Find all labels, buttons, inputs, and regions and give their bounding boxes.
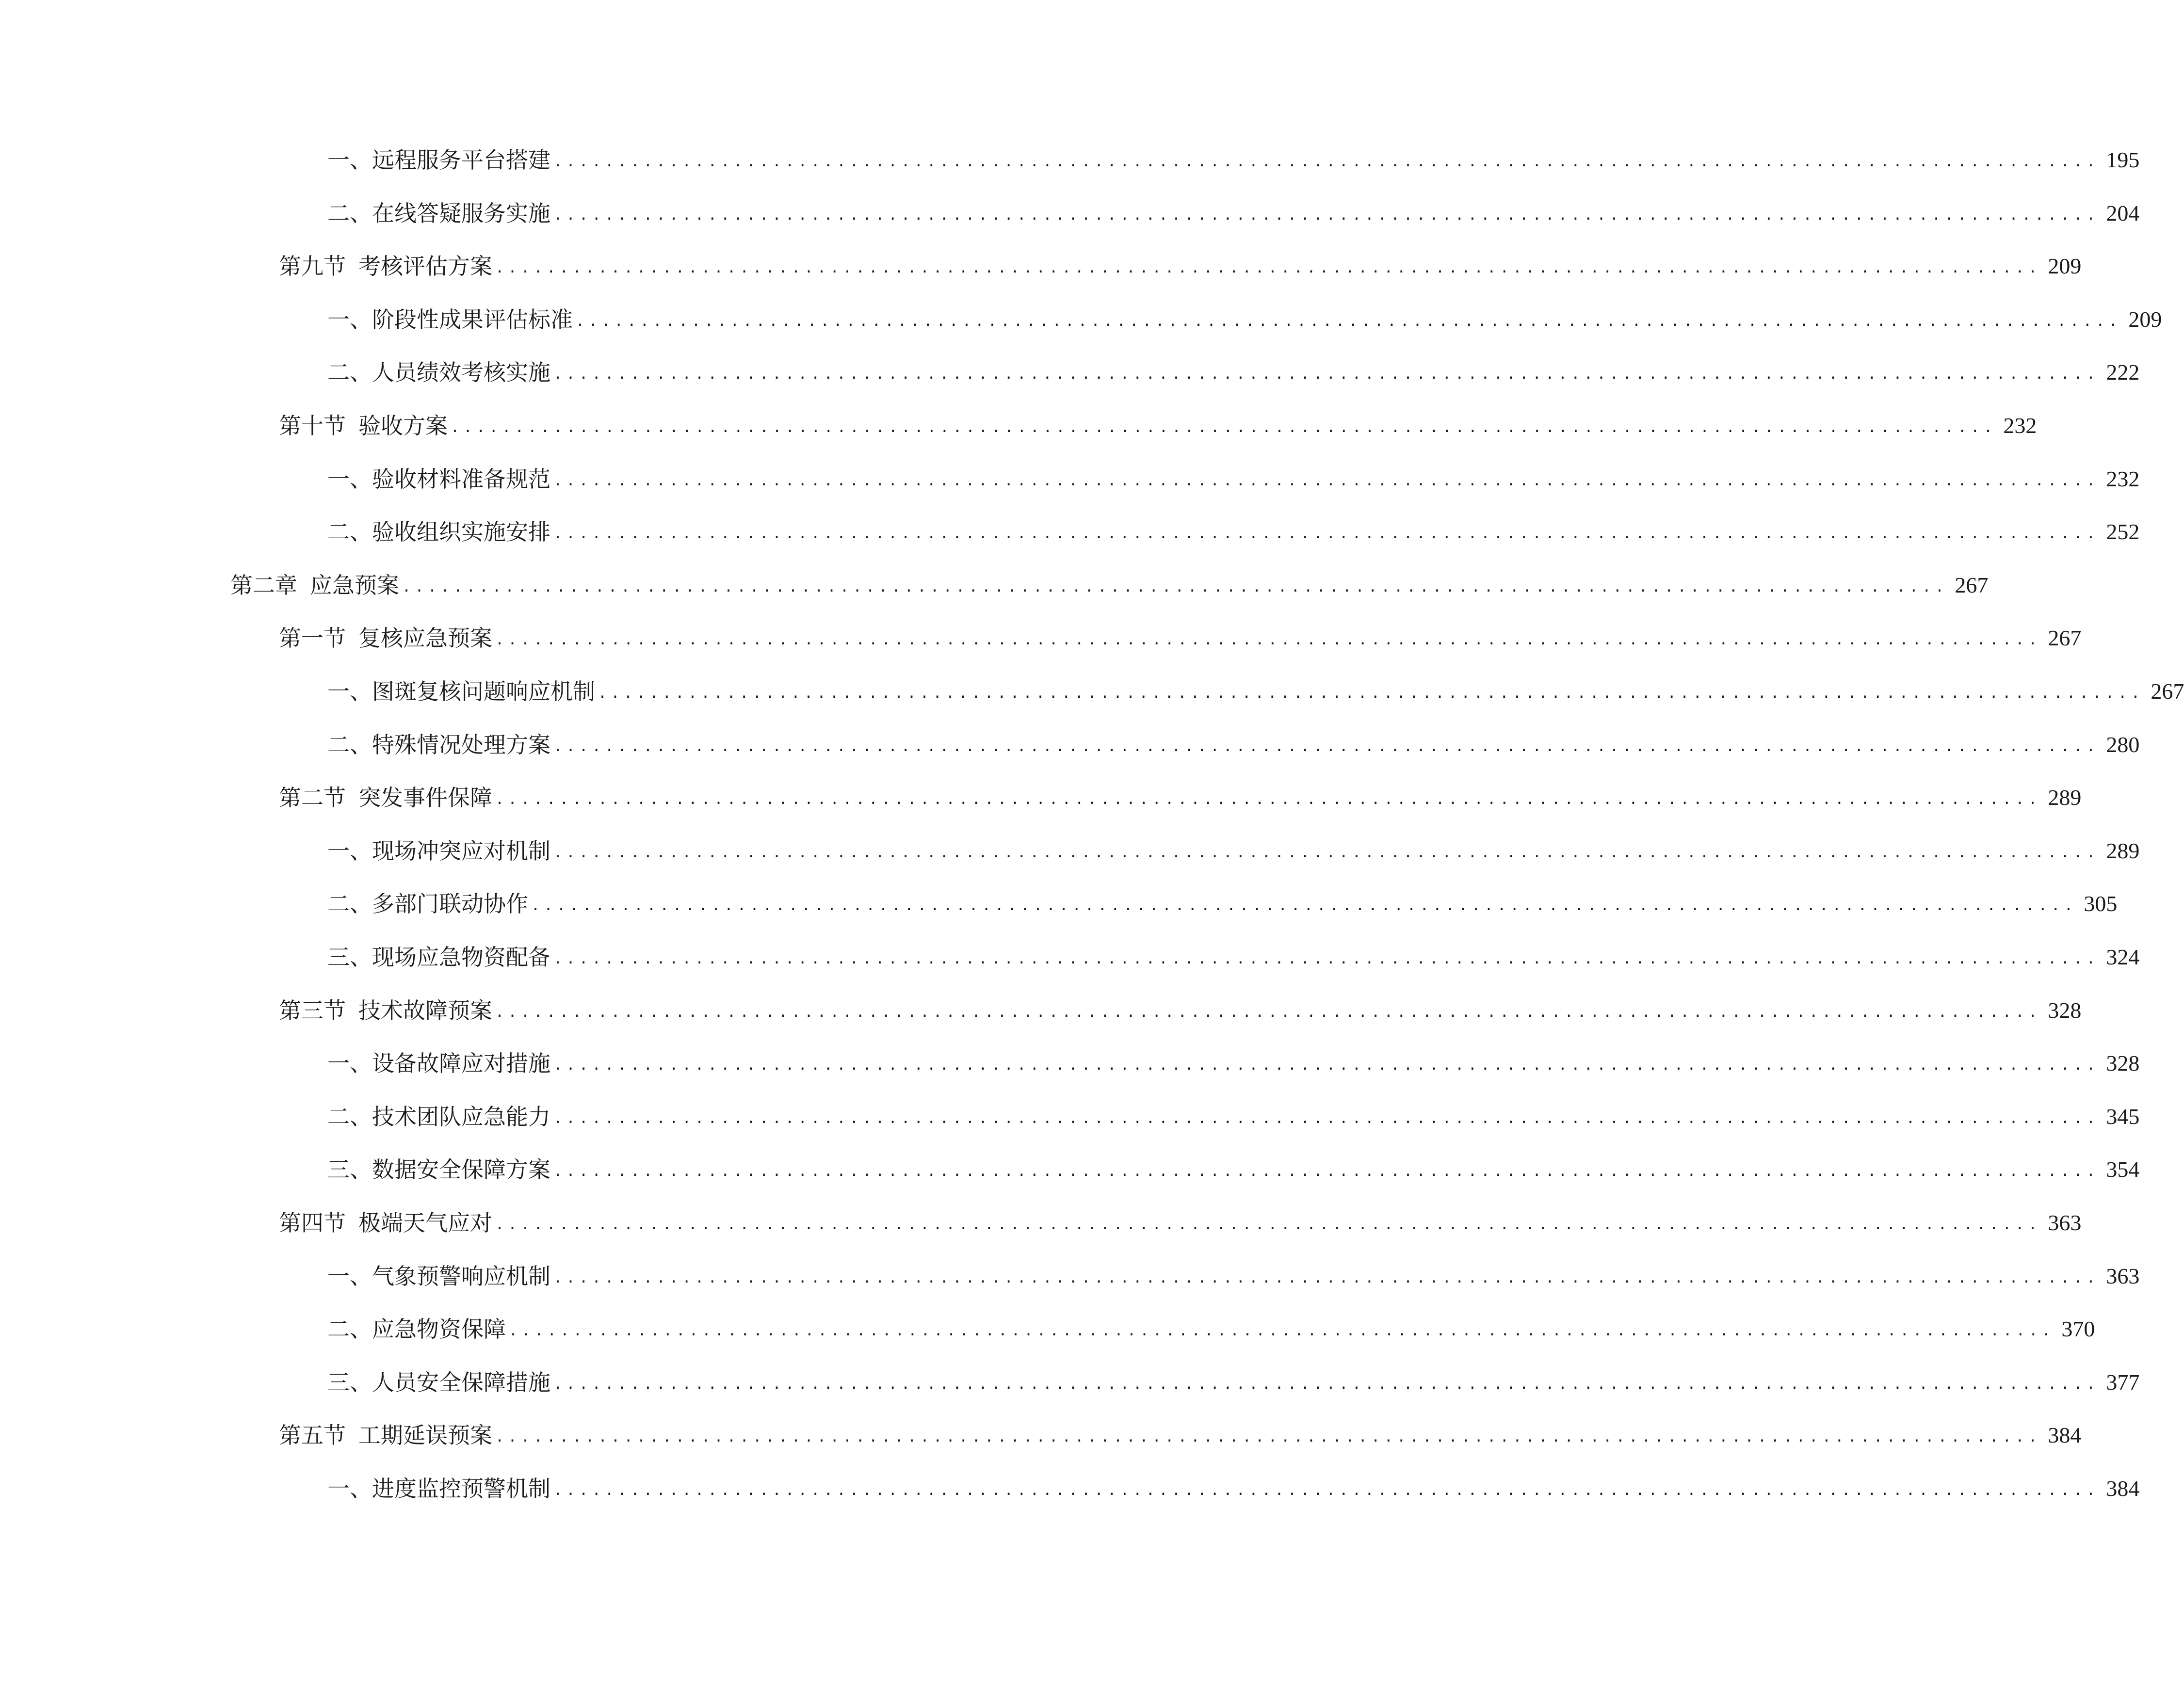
toc-entry[interactable] [279,619,2082,658]
toc-entry[interactable] [279,778,2082,817]
toc-entry-title: 验收组织实施安排 [372,519,550,546]
toc-entry-title: 复核应急预案 [358,625,492,652]
toc-entry-page-number: 267 [1955,572,1989,597]
toc-entry[interactable] [327,725,2140,764]
toc-entry-prefix: 二、 [327,359,372,386]
toc-entry-title: 技术团队应急能力 [372,1103,550,1130]
toc-entry-page-number: 354 [2106,1157,2140,1182]
toc-entry-page-number: 384 [2106,1476,2140,1501]
toc-entry[interactable] [230,566,1989,605]
toc-entry[interactable] [327,938,2140,977]
toc-entry-title: 远程服务平台搭建 [372,147,550,173]
toc-entry-prefix: 二、 [327,200,372,226]
toc-entry-page-number: 267 [2151,679,2184,704]
dot-leader: ........................................................................................................................ [553,1269,2100,1286]
toc-entry-page-number: 252 [2106,519,2140,545]
dot-leader: ........................................................................................................................ [402,578,1948,595]
toc-entry-prefix: 第一节 [279,625,346,652]
toc-entry-page-number: 328 [2106,1051,2140,1076]
toc-entry-title: 进度监控预警机制 [372,1476,550,1502]
toc-entry-title: 现场应急物资配备 [372,944,550,970]
toc-entry-page-number: 377 [2106,1369,2140,1395]
toc-entry-title: 数据安全保障方案 [372,1156,550,1183]
toc-entry-page-number: 209 [2128,306,2162,332]
dot-leader: ........................................................................................................................ [495,1428,2041,1446]
toc-entry-page-number: 289 [2106,838,2140,863]
toc-entry-page-number: 363 [2048,1210,2082,1235]
toc-entry-page-number: 232 [2106,466,2140,491]
toc-entry-title: 设备故障应对措施 [372,1050,550,1077]
toc-entry-page-number: 209 [2048,254,2082,279]
toc-entry-title: 极端天气应对 [358,1210,492,1236]
toc-entry[interactable] [327,194,2140,233]
toc-entry-title: 特殊情况处理方案 [372,731,550,758]
dot-leader: ........................................................................................................................ [495,791,2041,808]
toc-entry-prefix: 第十节 [279,413,346,439]
dot-leader: ........................................................................................................................ [553,1057,2100,1074]
toc-entry[interactable] [327,672,2184,711]
toc-entry-page-number: 363 [2106,1263,2140,1288]
toc-entry-prefix: 第二章 [230,572,297,598]
toc-entry[interactable] [279,1416,2082,1455]
toc-entry-prefix: 二、 [327,519,372,546]
toc-entry[interactable] [327,1097,2140,1136]
toc-entry[interactable] [327,1257,2140,1296]
dot-leader: ........................................................................................................................ [553,366,2100,383]
toc-entry-prefix: 一、 [327,678,372,705]
toc-entry-title: 多部门联动协作 [372,891,528,917]
dot-leader: ........................................................................................................................ [553,1163,2100,1180]
toc-entry-prefix: 一、 [327,147,372,173]
toc-entry-title: 人员绩效考核实施 [372,359,550,386]
toc-entry-title: 技术故障预案 [358,997,492,1024]
toc-entry-title: 工期延误预案 [358,1422,492,1449]
toc-entry-title: 现场冲突应对机制 [372,837,550,864]
dot-leader: ........................................................................................................................ [553,525,2100,543]
toc-entry[interactable] [327,141,2140,179]
toc-entry[interactable] [279,406,2037,445]
toc-entry-prefix: 一、 [327,306,372,333]
dot-leader: ........................................................................................................................ [553,738,2100,755]
toc-entry[interactable] [279,247,2082,286]
toc-entry-title: 在线答疑服务实施 [372,200,550,226]
toc-entry-title: 考核评估方案 [358,253,492,280]
dot-leader: ........................................................................................................................ [495,1216,2041,1233]
toc-entry[interactable] [327,1469,2140,1508]
toc-entry-page-number: 328 [2048,997,2082,1023]
toc-entry-page-number: 195 [2106,147,2140,172]
toc-entry-page-number: 345 [2106,1104,2140,1129]
toc-entry[interactable] [327,1363,2140,1402]
dot-leader: ........................................................................................................................ [553,153,2100,170]
toc-entry-title: 验收材料准备规范 [372,465,550,492]
dot-leader: ........................................................................................................................ [553,950,2100,967]
toc-entry-prefix: 二、 [327,1316,372,1343]
toc-entry[interactable] [327,1044,2140,1083]
toc-entry-prefix: 第三节 [279,997,346,1024]
dot-leader: ........................................................................................................................ [553,472,2100,489]
toc-entry-title: 人员安全保障措施 [372,1369,550,1396]
toc-entry[interactable] [327,353,2140,392]
dot-leader: ........................................................................................................................ [598,685,2144,702]
toc-entry-title: 验收方案 [358,413,448,439]
toc-entry-title: 气象预警响应机制 [372,1263,550,1289]
toc-entry-prefix: 一、 [327,1050,372,1077]
toc-entry-page-number: 232 [2003,413,2037,438]
toc-entry-prefix: 第四节 [279,1210,346,1236]
toc-entry-title: 突发事件保障 [358,785,492,811]
toc-entry-title: 阶段性成果评估标准 [372,306,573,333]
toc-entry-prefix: 一、 [327,1476,372,1502]
dot-leader: ........................................................................................................................ [509,1322,2055,1340]
toc-entry-prefix: 三、 [327,1369,372,1396]
toc-entry-prefix: 一、 [327,837,372,864]
dot-leader: ........................................................................................................................ [553,1482,2100,1499]
toc-entry[interactable] [327,884,2118,923]
dot-leader: ........................................................................................................................ [495,259,2041,277]
toc-entry-page-number: 204 [2106,200,2140,225]
toc-entry[interactable] [327,1150,2140,1189]
toc-entry-prefix: 二、 [327,1103,372,1130]
dot-leader: ........................................................................................................................ [553,1109,2100,1127]
toc-entry-page-number: 222 [2106,360,2140,385]
dot-leader: ........................................................................................................................ [451,419,1997,436]
dot-leader: ........................................................................................................................ [576,312,2122,330]
toc-entry[interactable] [327,460,2140,498]
dot-leader: ........................................................................................................................ [553,1375,2100,1393]
toc-entry-page-number: 384 [2048,1423,2082,1448]
toc-entry-title: 图斑复核问题响应机制 [372,678,595,705]
toc-entry-page-number: 324 [2106,945,2140,969]
toc-entry-page-number: 267 [2048,626,2082,651]
toc-entry-prefix: 三、 [327,944,372,970]
toc-entry-prefix: 一、 [327,1263,372,1289]
toc-entry-title: 应急物资保障 [372,1316,506,1343]
toc-entry-prefix: 第五节 [279,1422,346,1449]
dot-leader: ........................................................................................................................ [553,844,2100,861]
dot-leader: ........................................................................................................................ [495,631,2041,649]
toc-entry[interactable] [327,1310,2095,1348]
toc-entry[interactable] [279,1204,2082,1242]
toc-entry-prefix: 第九节 [279,253,346,280]
toc-entry[interactable] [327,513,2140,551]
toc-entry[interactable] [279,991,2082,1030]
toc-entry-prefix: 一、 [327,465,372,492]
toc-entry-page-number: 280 [2106,732,2140,757]
dot-leader: ........................................................................................................................ [495,1003,2041,1021]
toc-entry-page-number: 370 [2061,1316,2095,1342]
toc-entry-prefix: 二、 [327,731,372,758]
toc-entry-prefix: 二、 [327,891,372,917]
toc-entry-page-number: 305 [2084,891,2118,916]
toc-entry-page-number: 289 [2048,785,2082,810]
toc-entry-prefix: 三、 [327,1156,372,1183]
dot-leader: ........................................................................................................................ [531,897,2077,915]
toc-entry[interactable] [327,300,2162,339]
dot-leader: ........................................................................................................................ [553,206,2100,224]
toc-entry-title: 应急预案 [310,572,399,598]
toc-entry[interactable] [327,832,2140,870]
toc-entry-prefix: 第二节 [279,785,346,811]
